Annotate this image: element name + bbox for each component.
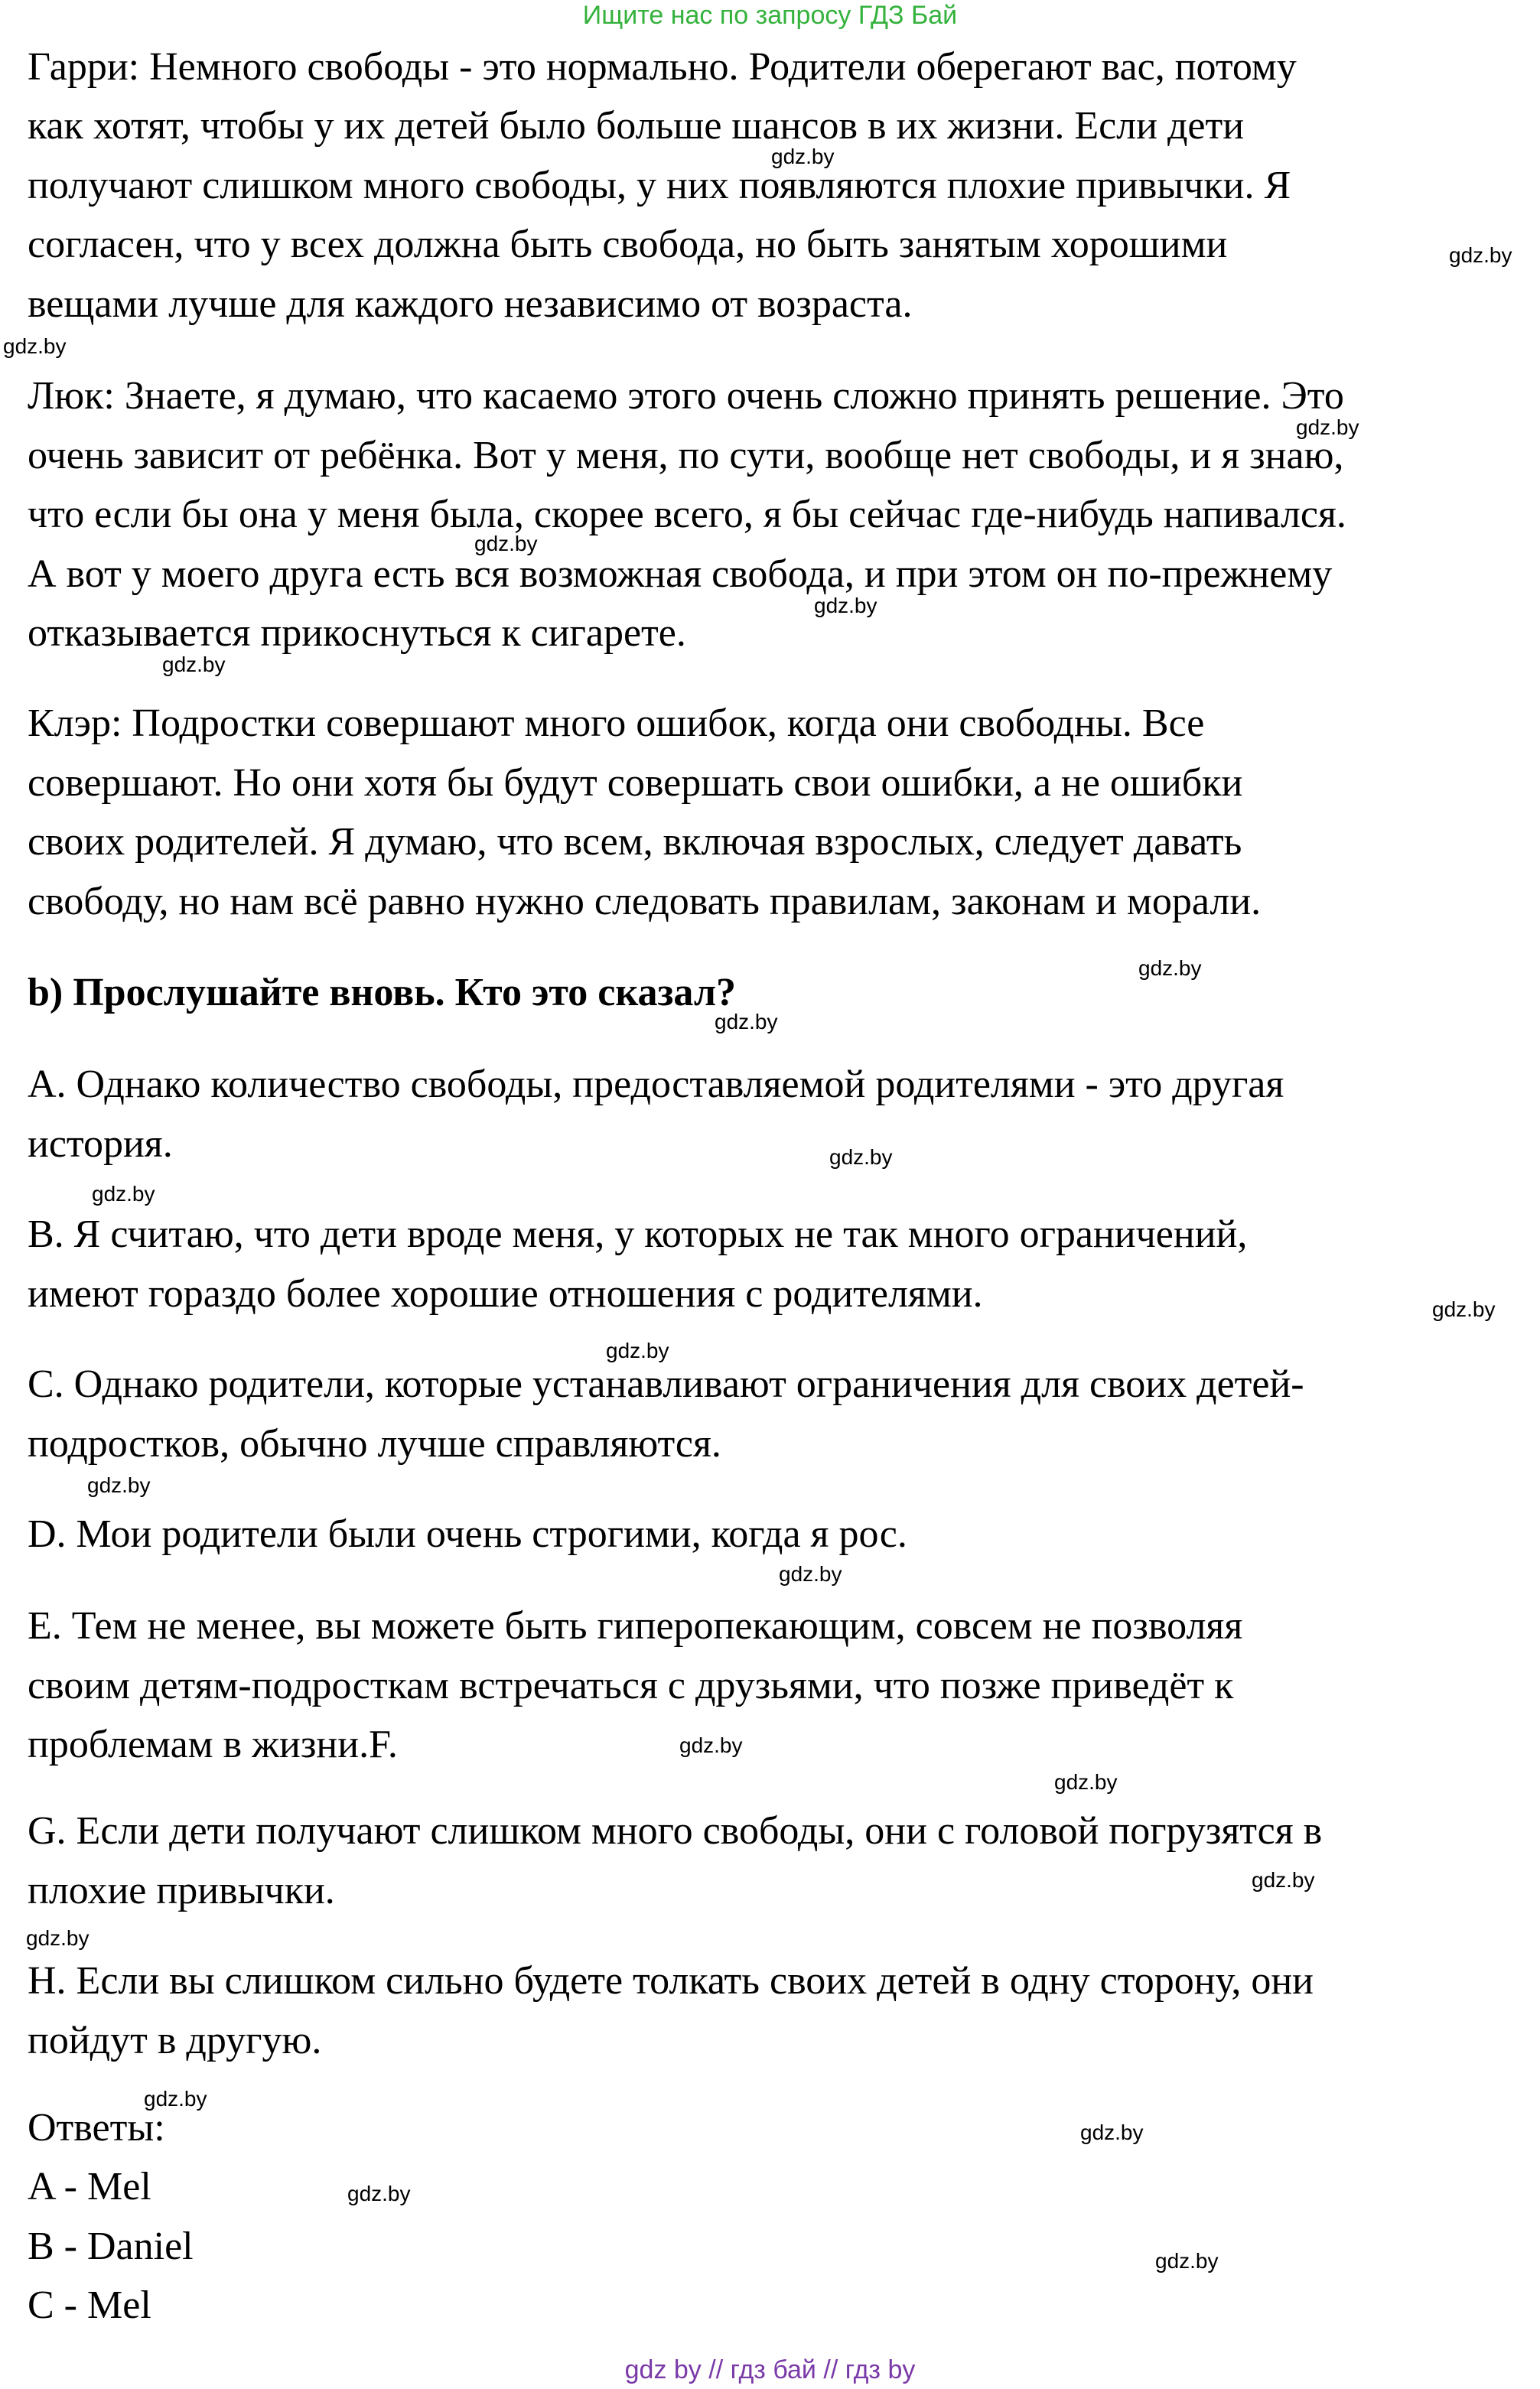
watermark: gdz.by — [87, 1473, 151, 1497]
luke-line-5: отказывается прикоснуться к сигарете. — [28, 611, 686, 655]
harry-line-4: согласен, что у всех должна быть свобода, но быть занятым хорошими — [28, 223, 1228, 266]
watermark: gdz.by — [771, 145, 835, 168]
watermark: gdz.by — [144, 2087, 207, 2111]
footer-banner[interactable]: gdz by // гдз бай // гдз by — [624, 2355, 916, 2384]
watermark: gdz.by — [1155, 2249, 1219, 2273]
claire-line-1: Клэр: Подростки совершают много ошибок, когда они свободны. Все — [28, 701, 1205, 745]
watermark: gdz.by — [715, 1010, 778, 1033]
watermark: gdz.by — [814, 594, 877, 617]
harry-line-5: вещами лучше для каждого независимо от возраста. — [28, 282, 913, 326]
watermark: gdz.by — [347, 2182, 411, 2205]
task-heading: b) Прослушайте вновь. Кто это сказал? — [28, 971, 737, 1014]
header-banner[interactable]: Ищите нас по запросу ГДЗ Бай — [582, 1, 958, 30]
claire-line-3: своих родителей. Я думаю, что всем, включая взрослых, следует давать — [28, 820, 1242, 864]
statement-a-line-1: A. Однако количество свободы, предоставляемой родителями - это другая — [28, 1063, 1284, 1106]
statement-a-line-2: история. — [28, 1122, 173, 1166]
luke-line-3: что если бы она у меня была, скорее всего, я бы сейчас где-нибудь напивался. — [28, 493, 1346, 536]
statement-c-line-2: подростков, обычно лучше справляются. — [28, 1422, 721, 1466]
statement-c-line-1: C. Однако родители, которые устанавливают ограничения для своих детей- — [28, 1362, 1304, 1406]
statement-b-line-2: имеют гораздо более хорошие отношения с родителями. — [28, 1272, 983, 1316]
claire-line-4: свободу, но нам всё равно нужно следовать правилам, законам и морали. — [28, 880, 1262, 923]
luke-line-4: А вот у моего друга есть вся возможная свобода, и при этом он по-прежнему — [28, 552, 1333, 596]
statement-e-line-3: проблемам в жизни.F. — [28, 1723, 398, 1766]
answer-item: B - Daniel — [28, 2225, 194, 2268]
watermark: gdz.by — [1296, 415, 1359, 439]
watermark: gdz.by — [1449, 243, 1512, 267]
statement-e-line-1: E. Тем не менее, вы можете быть гиперопекающим, совсем не позволяя — [28, 1604, 1243, 1648]
watermark: gdz.by — [162, 653, 226, 676]
watermark: gdz.by — [3, 334, 67, 358]
luke-line-2: очень зависит от ребёнка. Вот у меня, по сути, вообще нет свободы, и я знаю, — [28, 434, 1344, 477]
harry-line-1: Гарри: Немного свободы - это нормально. Родители оберегают вас, потому — [28, 45, 1297, 89]
answer-item: A - Mel — [28, 2165, 151, 2208]
statement-h-line-1: H. Если вы слишком сильно будете толкать своих детей в одну сторону, они — [28, 1959, 1314, 2003]
watermark: gdz.by — [779, 1562, 842, 1586]
watermark: gdz.by — [26, 1926, 90, 1950]
watermark: gdz.by — [606, 1339, 669, 1362]
harry-line-2: как хотят, чтобы у их детей было больше шансов в их жизни. Если дети — [28, 104, 1245, 148]
claire-line-2: совершают. Но они хотя бы будут совершать свои ошибки, а не ошибки — [28, 761, 1243, 805]
statement-d-line-1: D. Мои родители были очень строгими, когда я рос. — [28, 1512, 907, 1556]
answer-item: C - Mel — [28, 2283, 151, 2327]
statement-b-line-1: B. Я считаю, что дети вроде меня, у которых не так много ограничений, — [28, 1212, 1248, 1256]
harry-line-3: получают слишком много свободы, у них появляются плохие привычки. Я — [28, 164, 1291, 207]
watermark: gdz.by — [679, 1733, 743, 1757]
statement-g-line-2: плохие привычки. — [28, 1869, 335, 1912]
watermark: gdz.by — [474, 532, 538, 555]
watermark: gdz.by — [1252, 1868, 1315, 1892]
statement-e-line-2: своим детям-подросткам встречаться с друзьями, что позже приведёт к — [28, 1664, 1234, 1707]
statement-h-line-2: пойдут в другую. — [28, 2019, 322, 2062]
watermark: gdz.by — [92, 1182, 155, 1206]
answers-title: Ответы: — [28, 2106, 165, 2150]
watermark: gdz.by — [1054, 1770, 1118, 1794]
luke-line-1: Люк: Знаете, я думаю, что касаемо этого очень сложно принять решение. Это — [28, 374, 1344, 418]
watermark: gdz.by — [1138, 956, 1202, 980]
statement-g-line-1: G. Если дети получают слишком много свободы, они с головой погрузятся в — [28, 1809, 1323, 1853]
watermark: gdz.by — [1080, 2120, 1144, 2144]
watermark: gdz.by — [829, 1145, 893, 1169]
watermark: gdz.by — [1432, 1297, 1496, 1321]
